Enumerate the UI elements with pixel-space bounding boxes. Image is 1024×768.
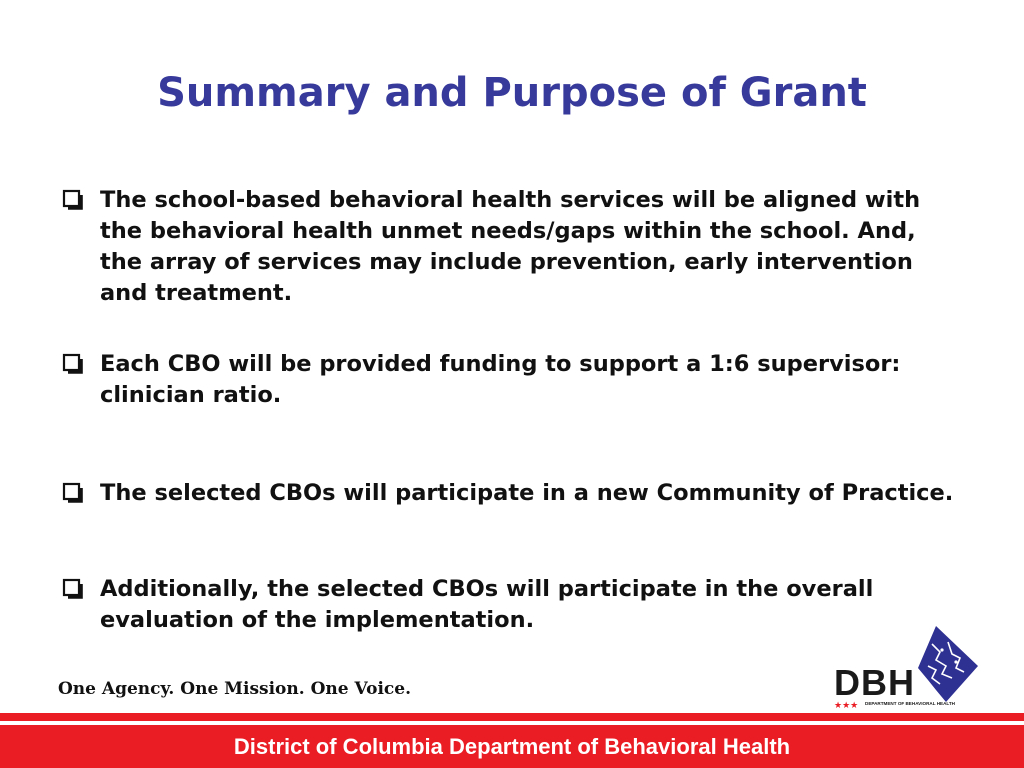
footer-band	[0, 725, 1024, 768]
checkbox-square-icon	[62, 350, 88, 376]
logo-letters: DBH	[834, 662, 915, 703]
bullet-text: The school-based behavioral health services will be aligned with the behavioral health unmet needs/gaps within the school. And, the array of services may include prevention, early intervention and treatment.	[100, 187, 921, 306]
bullet-text: Additionally, the selected CBOs will participate in the overall evaluation of the implementation.	[100, 576, 874, 633]
checkbox-square-icon	[62, 479, 88, 505]
dbh-logo	[832, 622, 982, 710]
bullet-item	[62, 574, 962, 636]
bullet-item	[62, 349, 962, 411]
dc-map-icon	[918, 626, 978, 702]
bullet-item	[62, 185, 962, 309]
stars-icon	[834, 701, 858, 710]
agency-tagline: One Agency. One Mission. One Voice.	[58, 679, 411, 699]
svg-text:★★★: ★★★	[834, 701, 859, 710]
bullet-item	[62, 478, 962, 509]
slide-title: Summary and Purpose of Grant	[157, 70, 867, 116]
footer-text: District of Columbia Department of Behavioral Health	[233, 733, 791, 759]
bullet-text: Each CBO will be provided funding to support a 1:6 supervisor: clinician ratio.	[100, 351, 901, 408]
checkbox-square-icon	[62, 575, 88, 601]
footer-divider-band	[0, 713, 1024, 721]
logo-subtext: DEPARTMENT OF BEHAVIORAL HEALTH	[865, 701, 956, 706]
checkbox-square-icon	[62, 186, 88, 212]
bullet-text: The selected CBOs will participate in a new Community of Practice.	[100, 480, 954, 506]
